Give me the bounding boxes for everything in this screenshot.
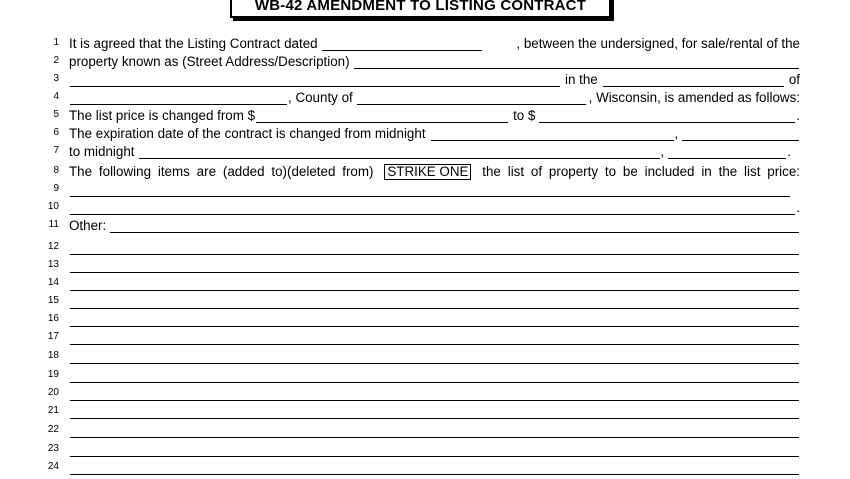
other-field[interactable] [110, 219, 799, 233]
line-number: 13 [47, 259, 59, 270]
line8-word: to)(deleted [271, 164, 336, 179]
line8-word: of [530, 164, 543, 179]
form-line-15 [0, 292, 850, 310]
new-list-price-field[interactable] [539, 109, 795, 123]
property-description-field[interactable] [70, 73, 560, 87]
line8-word: price: [767, 164, 800, 179]
line-number: 4 [53, 91, 59, 102]
form-line-5 [0, 106, 850, 124]
form-line-2 [0, 52, 850, 70]
other-field[interactable] [70, 241, 799, 255]
line-number: 9 [53, 183, 59, 194]
line5-text-b: to $ [513, 108, 536, 123]
line1-text-a: It is agreed that the Listing Contract dated [69, 36, 318, 51]
line-number: 10 [47, 201, 59, 212]
line8-word: list [507, 164, 525, 179]
line7-text-c: . [787, 144, 791, 159]
line8-word: to [604, 164, 617, 179]
other-field[interactable] [70, 331, 799, 345]
line8-word: in [701, 164, 712, 179]
form-line-18 [0, 347, 850, 365]
other-field[interactable] [70, 277, 799, 291]
line-number: 3 [53, 73, 59, 84]
line10-end: . [796, 200, 800, 215]
other-field[interactable] [70, 259, 799, 273]
line8-word: the [482, 164, 501, 179]
form-line-4 [0, 88, 850, 106]
municipality-name-field[interactable] [70, 91, 287, 105]
form-line-19 [0, 366, 850, 384]
form-line-17 [0, 328, 850, 346]
line8-word: items [157, 164, 190, 179]
other-field[interactable] [70, 461, 799, 475]
line4-text-a: , County of [288, 90, 353, 105]
line6-text-a: The expiration date of the contract is changed from midnight [69, 126, 426, 141]
line7-text-a: to midnight [69, 144, 135, 159]
other-field[interactable] [70, 405, 799, 419]
line-number: 1 [53, 37, 59, 48]
line3-text-a: in the [565, 72, 598, 87]
form-line-1 [0, 34, 850, 52]
expiration-date-old-field[interactable] [431, 127, 674, 141]
line-number: 14 [47, 277, 59, 288]
form-line-22 [0, 421, 850, 439]
line8-word: be [622, 164, 638, 179]
form-line-21 [0, 402, 850, 420]
municipality-field[interactable] [603, 73, 784, 87]
line8-word: property [548, 164, 599, 179]
line8-word: (added [222, 164, 265, 179]
form-line-20 [0, 384, 850, 402]
line-number: 2 [53, 55, 59, 66]
line1-text-b: , between the undersigned, for sale/rental of the [516, 36, 800, 51]
other-field[interactable] [70, 387, 799, 401]
line8-word: The [69, 164, 93, 179]
strike-one-box: STRIKE ONE [384, 164, 471, 180]
form-line-6 [0, 124, 850, 142]
line-number: 8 [53, 165, 59, 176]
line8-word: from) [342, 164, 374, 179]
other-field[interactable] [70, 295, 799, 309]
line3-text-b: of [788, 72, 800, 87]
line8-word: following [98, 164, 152, 179]
line-number: 7 [53, 145, 59, 156]
line-number: 12 [47, 241, 59, 252]
form-line-23 [0, 440, 850, 458]
line4-text-b: , Wisconsin, is amended as follows: [588, 90, 800, 105]
line-number: 6 [53, 127, 59, 138]
form-line-8 [0, 162, 850, 180]
form-line-24 [0, 458, 850, 476]
line-number: 23 [47, 443, 59, 454]
line8-word: the [718, 164, 738, 179]
other-label: Other: [69, 218, 107, 233]
line-number: 16 [47, 313, 59, 324]
county-field[interactable] [357, 91, 586, 105]
form-line-14 [0, 274, 850, 292]
line5-text-c: . [796, 108, 800, 123]
line-number: 20 [47, 387, 59, 398]
line-number: 21 [47, 405, 59, 416]
line7-text-b: , [660, 144, 665, 159]
other-field[interactable] [70, 350, 799, 364]
other-field[interactable] [70, 313, 799, 327]
line2-text-a: property known as (Street Address/Description) [69, 54, 350, 69]
form-line-13 [0, 256, 850, 274]
expiration-date-new-field[interactable] [139, 145, 660, 159]
line8-word: included [644, 164, 695, 179]
line-number: 5 [53, 109, 59, 120]
line-number: 22 [47, 424, 59, 435]
form-line-10 [0, 198, 850, 216]
line8-word: are [196, 164, 217, 179]
other-field[interactable] [70, 424, 799, 438]
form-line-7 [0, 142, 850, 160]
form-line-3 [0, 70, 850, 88]
expiration-year-old-field[interactable] [682, 127, 799, 141]
other-field[interactable] [70, 369, 799, 383]
line-number: 11 [48, 219, 59, 230]
items-list-field[interactable] [70, 201, 795, 215]
line-number: 17 [47, 331, 59, 342]
line-number: 19 [47, 369, 59, 380]
form-title: WB-42 AMENDMENT TO LISTING CONTRACT [230, 0, 611, 18]
old-list-price-field[interactable] [256, 109, 508, 123]
form-line-11 [0, 216, 850, 234]
line-number: 15 [47, 295, 59, 306]
form-line-16 [0, 310, 850, 328]
items-list-field[interactable] [70, 183, 790, 197]
expiration-year-new-field[interactable] [668, 145, 786, 159]
line8-word: list [744, 164, 761, 179]
form-line-9 [0, 180, 850, 198]
listing-contract-date-field[interactable] [322, 37, 482, 51]
line6-text-b: , [674, 126, 679, 141]
line5-text-a: The list price is changed from $ [69, 108, 256, 123]
form-line-12 [0, 238, 850, 256]
property-address-field[interactable] [354, 55, 799, 69]
line-number: 18 [47, 350, 59, 361]
line-number: 24 [47, 461, 59, 472]
other-field[interactable] [70, 443, 799, 457]
